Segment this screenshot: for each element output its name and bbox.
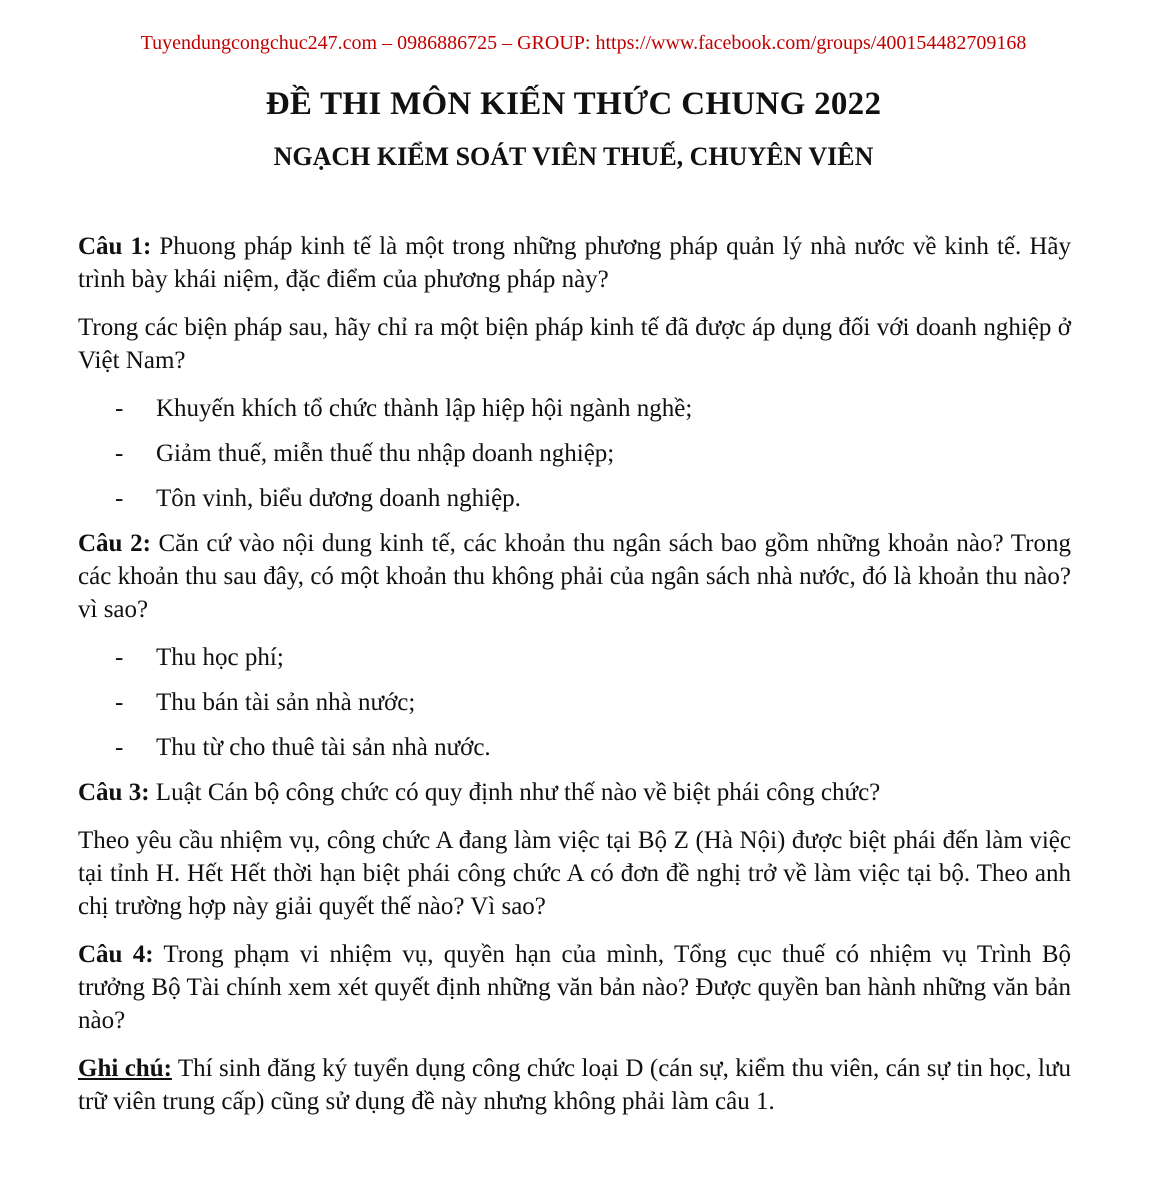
question-label: Câu 3: xyxy=(78,779,150,806)
question-3 xyxy=(78,776,1071,809)
list-item xyxy=(78,731,1071,764)
question-4 xyxy=(78,938,1071,1037)
bullet-dash: - xyxy=(115,734,124,761)
list-item xyxy=(78,392,1071,425)
question-2 xyxy=(78,527,1071,626)
question-label: Câu 1: xyxy=(78,233,152,260)
question-1-options xyxy=(78,392,1071,515)
question-2-options xyxy=(78,641,1071,764)
header-site[interactable]: Tuyendungcongchuc247.com xyxy=(140,32,378,54)
question-text: Trong phạm vi nhiệm vụ, quyền hạn của mình, Tổng cục thuế có nhiệm vụ Trình Bộ trưởng Bộ Tài chính xem xét quyết định những văn bản nào? Được quyền ban hành những văn bản nào? xyxy=(78,941,1071,1034)
note-label: Ghi chú: xyxy=(78,1055,172,1082)
header-watermark-line xyxy=(0,32,1167,55)
question-text: Phuong pháp kinh tế là một trong những phương pháp quản lý nhà nước về kinh tế. Hãy trình bày khái niệm, đặc điểm của phương pháp này? xyxy=(78,233,1071,293)
list-item-text: Thu bán tài sản nhà nước; xyxy=(156,689,416,716)
bullet-dash: - xyxy=(115,689,124,716)
header-group-url[interactable]: https://www.facebook.com/groups/400154482709168 xyxy=(595,32,1027,54)
header-group-label: GROUP: xyxy=(517,32,596,54)
bullet-dash: - xyxy=(115,644,124,671)
question-1-followup: Trong các biện pháp sau, hãy chỉ ra một biện pháp kinh tế đã được áp dụng đối với doanh nghiệp ở Việt Nam? xyxy=(78,314,1071,374)
list-item-text: Giảm thuế, miễn thuế thu nhập doanh nghiệp; xyxy=(156,440,615,467)
exam-content xyxy=(78,230,1071,1133)
note-text: Thí sinh đăng ký tuyển dụng công chức loại D (cán sự, kiểm thu viên, cán sự tin học, lưu trữ viên trung cấp) cũng sử dụng đề này nhưng không phải làm câu 1. xyxy=(78,1055,1071,1115)
question-1 xyxy=(78,230,1071,296)
exam-note xyxy=(78,1052,1071,1118)
question-text: Căn cứ vào nội dung kinh tế, các khoản thu ngân sách bao gồm những khoản nào? Trong các khoản thu sau đây, có một khoản thu không phải của ngân sách nhà nước, đó là khoản thu nào? vì sao? xyxy=(78,530,1071,623)
list-item xyxy=(78,641,1071,674)
list-item-text: Tôn vinh, biểu dương doanh nghiệp. xyxy=(156,485,521,512)
list-item-text: Thu từ cho thuê tài sản nhà nước. xyxy=(156,734,491,761)
bullet-dash: - xyxy=(115,395,124,422)
page-title: ĐỀ THI MÔN KIẾN THỨC CHUNG 2022 xyxy=(265,86,882,122)
question-3-followup: Theo yêu cầu nhiệm vụ, công chức A đang làm việc tại Bộ Z (Hà Nội) được biệt phái đến làm việc tại tỉnh H. Hết Hết thời hạn biệt phái công chức A có đơn đề nghị trở về làm việc tại bộ. Theo anh chị trường hợp này giải quyết thế nào? Vì sao? xyxy=(78,827,1071,920)
question-text: Luật Cán bộ công chức có quy định như thế nào về biệt phái công chức? xyxy=(149,779,881,806)
question-label: Câu 4: xyxy=(78,941,154,968)
header-separator: – xyxy=(377,32,398,54)
question-label: Câu 2: xyxy=(78,530,151,557)
list-item xyxy=(78,686,1071,719)
list-item-text: Khuyến khích tổ chức thành lập hiệp hội ngành nghề; xyxy=(156,395,693,422)
list-item-text: Thu học phí; xyxy=(156,644,284,671)
bullet-dash: - xyxy=(115,485,124,512)
header-separator: – xyxy=(497,32,518,54)
bullet-dash: - xyxy=(115,440,124,467)
list-item xyxy=(78,482,1071,515)
list-item xyxy=(78,437,1071,470)
header-phone: 0986886725 xyxy=(397,32,498,54)
page-subtitle: NGẠCH KIỂM SOÁT VIÊN THUẾ, CHUYÊN VIÊN xyxy=(273,142,874,171)
